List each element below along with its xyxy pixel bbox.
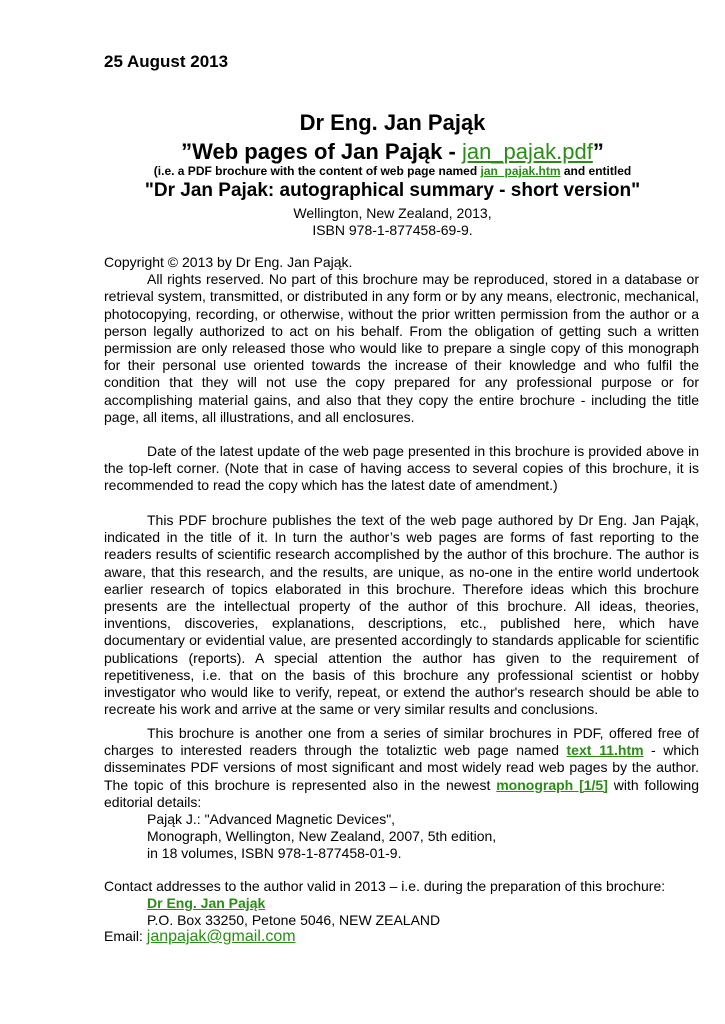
series-paragraph — [104, 725, 699, 811]
series-part3: with following editorial details: — [104, 776, 699, 810]
contact-name — [147, 895, 265, 911]
copyright-text: All rights reserved. No part of this brochure may be reproduced, stored in a database or retrieval system, transmitted, or distributed in any form or by any means, electronic, mechanical, photocopying, recording, or otherwise, without the prior written permission from the author or a person legally authorized to act on his behalf. From the obligation of getting such a written permission are only released those who would like to prepare a single copy of this monograph for their personal use oriented towards the increase of their knowledge and who fulfil the condition that they will not use the copy prepared for any professional purpose or for accomplishing material gains, and also that they copy the entire brochure - including the title page, all items, all illustrations, and all enclosures. — [104, 271, 699, 425]
document-subtitle: "Dr Jan Pajak: autographical summary - short version" — [144, 180, 641, 201]
publishes-text: This PDF brochure publishes the text of the web page authored by Dr Eng. Jan Pająk, indicated in the title of it. In turn the author’s web pages are forms of fast reporting to the readers results of scientific research accomplished by the author of this brochure. The author is aware, that this research, and the results, are unique, as no-one in the entire world undertook earlier research of topics elaborated in this brochure. Therefore ideas which this brochure presents are the intellectual property of the author of this brochure. All ideas, theories, inventions, discoveries, explanations, descriptions, etc., published here, which have documentary or evidential value, are presented accordingly to standards applicable for scientific publications (reports). A special attention the author has given to the requirement of repetitiveness, i.e. that on the basis of this brochure any professional scientist or hobby investigator who would like to verify, repeat, or extend the author's research should be able to recreate his work and arrive at the same or very similar results and conclusions. — [104, 512, 699, 718]
monograph-detail-title: Pająk J.: "Advanced Magnetic Devices", — [147, 811, 396, 827]
monograph-detail-isbn: in 18 volumes, ISBN 978-1-877458-01-9. — [147, 845, 402, 861]
author-heading: Dr Eng. Jan Pająk — [299, 110, 486, 135]
series-part2: - which disseminates PDF versions of most significant and most widely read web pages by the author. The topic of this brochure is represented also in the newest — [104, 742, 700, 793]
document-title — [90, 139, 695, 165]
ie-prefix: (i.e. a PDF brochure with the content of web page named — [153, 164, 481, 178]
email-label: Email: — [104, 928, 147, 944]
publication-place: Wellington, New Zealand, 2013, — [293, 205, 492, 221]
monograph-link[interactable]: monograph [1/5] — [496, 776, 608, 793]
update-text: Date of the latest update of the web page presented in this brochure is provided above in the top-left corner. (Note that in case of having access to several copies of this brochure, it is recommended to read the copy which has the latest date of amendment.) — [104, 443, 699, 494]
title-pdf-link[interactable]: jan_pajak.pdf — [461, 139, 593, 164]
series-text — [104, 725, 699, 811]
ie-htm-link[interactable]: jan_pajak.htm — [480, 164, 561, 178]
ie-suffix: and entitled — [560, 164, 632, 178]
publishes-paragraph — [104, 512, 699, 718]
text-11-link[interactable]: text_11.htm — [566, 742, 644, 759]
document-date: 25 August 2013 — [104, 52, 229, 71]
update-paragraph — [104, 443, 699, 495]
copyright-line: Copyright © 2013 by Dr Eng. Jan Pająk. — [104, 254, 353, 270]
title-suffix: ” — [592, 139, 604, 164]
brochure-note — [90, 164, 695, 178]
contact-name-link[interactable]: Dr Eng. Jan Pająk — [147, 895, 266, 911]
contact-email — [104, 928, 296, 946]
email-link[interactable]: janpajak@gmail.com — [146, 928, 296, 945]
monograph-detail-edition: Monograph, Wellington, New Zealand, 2007, 5th edition, — [147, 828, 497, 844]
copyright-section — [104, 254, 699, 426]
series-part1: This brochure is another one from a series of similar brochures in PDF, offered free of charges to interested readers through the totaliztic web page named — [104, 725, 699, 759]
contact-intro: Contact addresses to the author valid in 2013 – i.e. during the preparation of this brochure: — [104, 878, 666, 894]
contact-address: P.O. Box 33250, Petone 5046, NEW ZEALAND — [147, 912, 441, 928]
title-prefix: ”Web pages of Jan Pająk - — [181, 139, 462, 164]
publication-isbn: ISBN 978-1-877458-69-9. — [312, 222, 473, 238]
